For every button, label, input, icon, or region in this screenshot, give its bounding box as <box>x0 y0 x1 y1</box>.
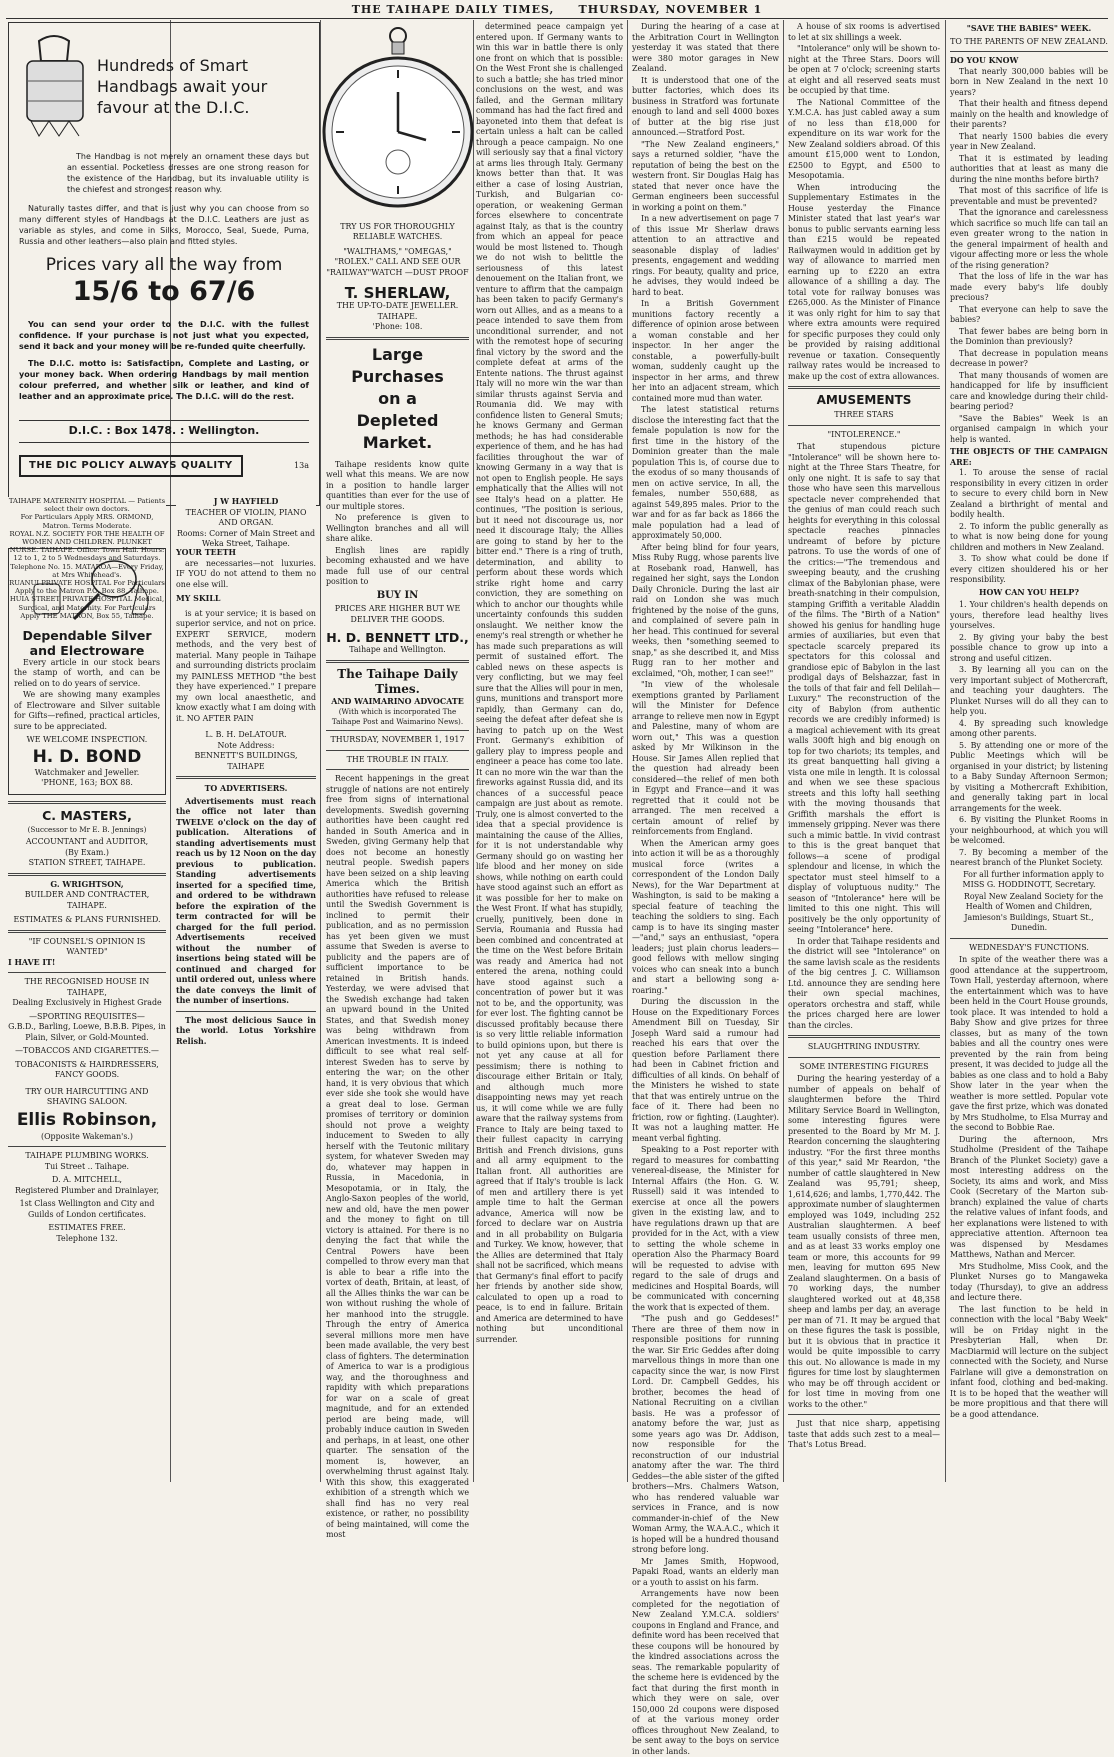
dic-address: D.I.C. : Box 1478. : Wellington. <box>19 420 309 443</box>
dentist-note: Note Address: <box>217 740 275 750</box>
ruanui-2: For Particulars Apply to the Matron P.O. Box 88, Taihape. <box>15 579 165 596</box>
top-rule <box>6 18 1108 19</box>
large-purchases-3: Depleted Market. <box>356 410 439 452</box>
object-1: 1. To arouse the sense of racial responsibility in every citizen in order to secure to every child born in New Zealand a birthright of mental and bodily health. <box>950 468 1108 519</box>
to-advertisers: TO ADVERTISERS. <box>204 784 288 793</box>
counsel-line-2: I HAVE IT! <box>8 957 56 967</box>
society-line: Royal New Zealand Society for the Health of Women and Children, Jamieson's Buildings, Stuart St., Dunedin. <box>963 891 1104 932</box>
skill-body: is at your service; it is based on superior service, and not on price. EXPERT SERVICE, modern methods, and the very best of material. Many people in Taihape and surrounding districts proclaim my PAINLESS METHOD "the best they have experienced." I prepare my own local anaesthetic, and know exactly what I am doing with it. NO AFTER PAIN <box>176 608 316 723</box>
society-6: MATAROA—Every Friday, at Mrs Whitehead's. <box>52 562 164 579</box>
wrightson-name: G. WRIGHTSON, <box>50 879 124 889</box>
sauce-ad: The most delicious Sauce in the world. Lotus Yorkshire Relish. <box>176 1015 316 1046</box>
bennett-sub: Taihape and Wellington. <box>349 645 446 654</box>
masters-trade: ACCOUNTANT and AUDITOR, <box>25 837 149 846</box>
amusement-body: That stupendous picture "Intolerance" will be shown here to-night at the Three Stars Theatre, for only one night. It is safe to say that those who have seen this marvellous spectacle never comprehended that the genius of man could reach such heights for everything in this colossal spectacle reaches pinnacles undreamt of before by picture patrons. To use the words of one of the critics:—"The tremendous and sweeping beauty, and the crushing climax of the Babylonian phase, were breath-snatching in their compulsion, stamping Griffith a veritable Aladdin of the films. The "Birth of a Nation" showed his genius for handling huge armies of auxiliaries, but even that spectacle scarcely prepared its spectators for this colossal and grandiose epic of Babylon in the last prodigal days of Belshazzar, fast in the toils of that fair and fell Delilah—Luxury." The reconstruction of the city of Babylon (from authentic records we are credibly informed) is a magical achievement with its great walls 300ft high and big enough on top for two chariots; its temples, and its great banquetting hall giving a vista one mile in length. It is colossal and when we see these spacious streets and this lofty hall seething with the moving thousands that Griffith marshals the effort is immensely gripping. Never was there such a mimic battle. In vivid contrast to this is the great banquet that follows—a scene of prodigal splendour and license, in which the spectator must steel himself to a display of voluptuous nudity." The season of "Intolerance" here will be limited to this one night. This will positively be the only opportunity of seeing "Intolerance" here. <box>788 442 940 934</box>
hayfield-sub: TEACHER OF VIOLIN, PIANO AND ORGAN. <box>185 507 307 527</box>
col6-brief-4: When introducing the Supplementary Estimates in the House yesterday the Finance Minister stated that last year's war bonus to public servants earning less than £215 would be repeated Railwaymen would in addition get by way of allowance to married men earning up to £220 an extra allowance of a shilling a day. The total vote for railway bonuses was £265,000. As the Minister of Finance it was only right for him to say that where extra amounts were required for specific purposes they could only be provided by raising additional revenue or taxation. Consequently railway rates would be increased to make up the cost of extra allowances. <box>788 182 940 381</box>
dic-para-3: You can send your order to the D.I.C. with the fullest confidence. If your purchase is not just what you expected, send it back and your money will be re-funded quite cheerfully. <box>19 320 309 351</box>
brief-9: When the American army goes into action it will be as a thoroughly musical force (writes a correspondent of the London Daily News), for the War Department at Washington, is said to be making a special feature of teaching the teaching the soldiers to sing. Each camp is to have its singing master—"and," says an enthusiast, "opera leaders; just plain chorus leaders—good fellows with mellow singing voices who can sneak into a bunch and start a bellowing song a-roaring." <box>632 838 779 995</box>
know-9: That fewer babes are being born in the Dominion than previously? <box>950 326 1108 346</box>
sporting-requisites: —SPORTING REQUISITES— <box>29 1011 145 1021</box>
help-1: 1. Your children's health depends on yours, therefore lead healthy lives yourselves. <box>950 600 1108 630</box>
three-stars: THREE STARS <box>834 410 894 419</box>
dentist-address: BENNETT'S BUILDINGS, TAIHAPE <box>194 751 298 771</box>
bennett-para-3: English lines are rapidly becoming exhausted and we have made full use of our central position to <box>326 545 469 586</box>
help-7: 7. By becoming a member of the nearest branch of the Plunket Society. <box>950 847 1108 867</box>
dic-headline: Hundreds of Smart Handbags await your favour at the D.I.C. <box>97 55 268 117</box>
my-skill: MY SKILL <box>176 594 221 603</box>
times-sub-2: (With which is incorporated The Taihape Post and Waimarino News). <box>331 707 464 726</box>
trouble-body: Recent happenings in the great struggle of nations are not entirely free from signs of international developments. Swedish governing authorities have been caught red handed in South America and in Sweden, giving Germany help that does not become an honestly neutral people. Swedish papers have been seized on a ship leaving America which the British authorities have refused to release until the Swedish Government is inclined to permit their publication, and as no permission has yet been given we must assume that Sweden is averse to publicity and the papers are of sufficient importance to be retained in British hands. Yesterday, we were advised that the Swedish exchange had taken an upward bound in the United States, and that Swedish money was being withdrawn from American investments. It is indeed difficult to see what real self-interest Sweden has to serve by entering the war; on the other hand, it is very obvious that which ever side she took she would have a great deal to lose. German promises of territory or dominion should not prove a weighty inducement to Sweden to ally herself with the Teutonic military system, for whatever Sweden may do, whatever may happen in Russia, in Macedonia, in Mesopotamia, or in Italy, the Anglo-Saxon peoples of the world, new and old, have the men power and the money to fight on till victory is attained. For there is no denying the fact that while the Central Powers have been compelled to throw every man that is able to bear a rifle into the vortex of death, Britain, at least, of all the Allies thinks the war can be won without rushing the whole of her manhood into the struggle. Through the entry of America several millions more men have been made available, the very best class of fighters. The determination of America to war is a prodigious way, and the thoroughness and rapidity with which preparations for war on a scale of great magnitude, and for an extended period are being made, will probably induce caution in Sweden and perhaps, in at least, one other quarter. The sensation of the moment is, however, an overwhelming thrust against Italy. With this show, this exaggerated exhibition of a strength which we shall find has no very real existence, or rather, no possibility of being maintained, will come the most <box>326 774 469 1539</box>
plumbing-2: Tui Street .. Taihape. <box>44 1161 130 1171</box>
bond-trade: Watchmaker and Jeweller. <box>34 767 140 777</box>
wednesday-heading: WEDNESDAY'S FUNCTIONS. <box>969 942 1089 952</box>
trouble-headline: THE TROUBLE IN ITALY. <box>346 754 449 764</box>
handbag-icon <box>19 31 89 141</box>
column-rule <box>627 20 628 1482</box>
wednesday-body: In spite of the weather there was a good attendance at the suppertroom, Town Hall, yesterday afternoon, where the entertainment which was to have been held in the Court House grounds, took place. It was intended to hold a Baby Show and give prizes for three classes, but as many of the town babies and all the country ones were prevented by the rain from being present, it was decided to judge all the babies as one class and to hold a Baby Show later in the year when the weather is more settled. Popular vote gave the first prize, which was donated by Mrs Studholme, to Elsa Murray and the second to Bobbie Rae. <box>950 955 1108 1132</box>
column-4 <box>476 22 623 1482</box>
help-5: 5. By attending one or more of the Public Meetings which will be organised in your district; by listening to a Baby Sunday Afternoon Sermon; by visiting a Mothercraft Exhibition, and generally taking part in local arrangements for the week. <box>950 740 1108 813</box>
society-5: Hours: 12 to 1, 2 to 5 Wednesdays and Saturdays. Telephone No. 15. <box>10 546 165 571</box>
times-sub-1: AND WAIMARINO ADVOCATE <box>331 696 464 706</box>
save-babies-sub: TO THE PARENTS OF NEW ZEALAND. <box>950 36 1108 46</box>
bond-headline-2: and Electroware <box>29 642 145 658</box>
times-title: The Taihape Daily Times. <box>337 666 458 696</box>
wednesday-body-3: Mrs Studholme, Miss Cook, and the Plunket Nurses go to Mangaweka today (Thursday), to give an address and lecture there. <box>950 1261 1108 1302</box>
column-rule <box>320 20 321 1482</box>
column-2 <box>176 548 316 1482</box>
huia-3: For Particulars Apply <box>20 603 156 620</box>
slaughtering-heading: SLAUGHTRING INDUSTRY. <box>807 1042 921 1051</box>
masthead-title: THE TAIHAPE DAILY TIMES, <box>351 3 555 16</box>
brief-13: Mr James Smith, Hopwood, Papaki Road, wants an elderly man or a youth to assist on his farm. <box>632 1556 779 1587</box>
saloon-line: TRY OUR HAIRCUTTING AND SHAVING SALOON. <box>25 1086 149 1106</box>
brief-1: During the hearing of a case at the Arbitration Court in Wellington yesterday it was stated that there were 380 motor garages in New Zealand. <box>632 22 779 73</box>
hayfield-rooms: Rooms: Corner of Main Street and Weka Street, Taihape. <box>176 528 315 548</box>
object-3: 3. To show what could be done if every citizen shouldered his or her responsibility. <box>950 554 1108 584</box>
dateline: THURSDAY, NOVEMBER 1, 1917 <box>330 735 465 744</box>
dic-code: 13a <box>294 460 309 470</box>
sherlaw-phone: 'Phone: 108. <box>372 322 423 331</box>
plumbing-1: TAIHAPE PLUMBING WORKS. <box>25 1151 149 1160</box>
ruanui-1: RUANUI PRIVATE HOSPITAL <box>9 579 112 588</box>
ellis-robinson: Ellis Robinson, <box>16 1109 158 1130</box>
advertisers-body: Advertisements must reach the office not later than TWELVE o'clock on the day of publication. Alterations of standing advertisements must reach us by 12 Noon on the day previous to publication. Standing advertisements inserted for a specified time, and ordered to be withdrawn before the expiration of the term contracted for will be charged for the full period. Advertisements received without the number of insertions being stated will be continued and charged for until ordered out, unless where the date conveys the limit of the number of insertions. <box>176 796 316 1005</box>
ellis-sub: (Opposite Wakeman's.) <box>41 1131 133 1141</box>
maternity-5: Matron. <box>42 521 71 530</box>
bond-welcome: WE WELCOME INSPECTION. <box>26 735 148 744</box>
column-rule <box>473 20 474 1482</box>
brief-10: During the discussion in the House on the Expeditionary Forces Amendment Bill on Tuesday, Sir Joseph Ward said a rumour had reached his ears that over the question before Parliament there had been in Cabinet friction and difficulties of all kinds. On behalf of the Ministers he wished to state that that was entirely untrue on the face of it. There had been no friction, row or fighting. (Laughter). It was not a laughing matter. He meant verbal fighting. <box>632 997 779 1143</box>
column-rule <box>945 20 946 1482</box>
dic-advert <box>8 22 320 514</box>
bond-para-2: We are showing many examples of Electroware and Silver suitable for Gifts—refined, practical articles, sure to be appreciated. <box>14 690 160 731</box>
know-6: That the ignorance and carelessness which sacrifice so much life can tail an even greater wrong to the nation in the general impairment of health and vigour affecting more or less the whole of the rising generation? <box>950 208 1108 270</box>
slaughtering-sub: SOME INTERESTING FIGURES <box>799 1061 929 1071</box>
masters-name: C. MASTERS, <box>42 807 132 823</box>
dentist-name: L. B. H. DeLATOUR. <box>205 730 287 739</box>
save-babies-heading: "SAVE THE BABIES" WEEK. <box>966 24 1092 33</box>
know-7: That the loss of life in the war has made every baby's life doubly precious? <box>950 272 1108 302</box>
object-2: 2. To inform the public generally as to what is now being done for young children and mothers in New Zealand. <box>950 521 1108 552</box>
help-6: 6. By visiting the Plunket Rooms in your neighbourhood, at which you will be welcomed. <box>950 815 1108 845</box>
bond-para-1: Every article in our stock bears the stamp of worth, and can be relied on to do years of service. <box>14 657 160 688</box>
brief-4: In a new advertisement on page 7 of this issue Mr Sherlaw draws attention to an attractive and seasonable display of ladies' presents, engagement and wedding rings. For beauty, quality and price, he advises, they would indeed be hard to beat. <box>632 214 779 297</box>
wrightson-estimates: ESTIMATES & PLANS FURNISHED. <box>13 915 161 924</box>
bond-headline-1: Dependable Silver <box>22 627 152 643</box>
watches-headline: TRY US FOR THOROUGHLY RELIABLE WATCHES. <box>340 221 455 241</box>
counsel-line-1: "IF COUNSEL'S OPINION IS WANTED" <box>28 936 146 956</box>
bennett-para-1: Taihape residents know quite well what this means. We are now in a position to handle larger quantities than ever for the use of our multiple stores. <box>326 459 469 511</box>
help-3: 3. By learning all you can on the very important subject of Mothercraft, and teaching your daughters. The Plunket Nurses will do all they can to help you. <box>950 665 1108 716</box>
help-2: 2. By giving your baby the best possible chance to grow up into a strong and useful citizen. <box>950 632 1108 663</box>
col6-brief-1: A house of six rooms is advertised to let at six shillings a week. <box>788 22 940 42</box>
hayfield-box <box>176 497 316 548</box>
know-2: That their health and fitness depend mainly on the health and knowledge of their parents? <box>950 99 1108 129</box>
column-5 <box>632 22 779 1756</box>
society-2: PLUNKET NURSE. <box>9 538 152 555</box>
masters-exam: (By Exam.) <box>65 847 109 857</box>
lotus-bread: Just that nice sharp, appetising taste that adds such zest to a meal—That's Lotus Bread. <box>788 1419 940 1449</box>
bennett-prices: PRICES ARE HIGHER BUT WE DELIVER THE GOODS. <box>334 604 461 624</box>
sherlaw-town: TAIHAPE. <box>377 311 418 321</box>
column-3 <box>326 22 469 1539</box>
plumbing-4: Registered Plumber and Drainlayer, <box>15 1185 159 1195</box>
house-line-2: Dealing Exclusively in Highest Grade <box>12 998 162 1007</box>
know-1: That nearly 300,000 babies will be born in New Zealand in the next 10 years? <box>950 66 1108 97</box>
maternity-3: For Particulars Apply <box>20 513 94 522</box>
brief-2: It is understood that one of the butter factories, which does its business in Stratford was fortunate enough to land and sell 4000 boxes of butter at the big rise just announced.—Stratford Post. <box>632 75 779 137</box>
large-purchases-2: on a <box>378 388 417 408</box>
pipes-line: G.B.D., Barling, Loewe, B.B.B. Pipes, in Plain, Silver, or Gold-Mounted. <box>8 1022 166 1042</box>
sherlaw-name: T. SHERLAW, <box>344 284 451 302</box>
plumbing-6: ESTIMATES FREE. <box>48 1223 126 1232</box>
know-11: That many thousands of women are handicapped for life by insufficient care and knowledge during their child-bearing period? <box>950 370 1108 411</box>
hospitals-box: TAIHAPE MATERNITY HOSPITAL — Patients select their own doctors. For Particulars Apply MRS. ORMOND, Matron. Terms Moderate. ROYAL N.Z. SOCIETY FOR THE HEALTH OF WOMEN AND CHILDREN. PLUNKET NURSE. TAIHAPE. Office: Town Hall. Hours: 12 to 1, 2 to 5 Wednesdays and Saturdays. Telephone No. 15. MATAROA—Every Friday, at Mrs Whitehead's. RUANUI PRIVATE HOSPITAL For Particulars Apply to the Matron P.O. Box 88, Taihape. HUIA STREET PRIVATE HOSPITAL Medical, Surgical, and Maternity. For Particulars Apply THE MATRON, Box 55, Taihape. <box>8 497 166 620</box>
col6-brief-2: "Intolerance" only will be shown to-night at the Three Stars. Doors will be open at 7 o'clock; screening starts at eight and all reserved seats must be occupied by that time. <box>788 44 940 95</box>
intolerance-title: "INTOLERENCE." <box>827 429 901 439</box>
maternity-6: Terms Moderate. <box>72 521 132 530</box>
brief-7: After being blind for four years, Miss Ruby Rugg, whose parents live at Rosebank road, Hanwell, has regained her sight, says the London Daily Chronicle. During the last air raid on London she was much frightened by the noise of the guns, and complained of severe pain in her head. This continued for several weeks, then "something seemed to snap," as she described it, and Miss Rugg ran to her mother and exclaimed, "Oh, mother, I can see!" <box>632 542 779 678</box>
amusement-body-2: In order that Taihape residents and the district will see "Intolerance" on the same lavish scale as the residents of the big centres J. C. Williamson Ltd. announce they are sending here their own special machines, operators orchestra and staff, while the prices charged here are lower than the circles. <box>788 936 940 1030</box>
large-purchases-1: Large Purchases <box>351 344 444 386</box>
buy-in: BUY IN <box>376 589 419 601</box>
dic-para-1: The Handbag is not merely an ornament these days but an essential. Pocketless dresses are one strong reason for the existence of the Handbag, but its invaluable utility is the chiefest and strongest reason why. <box>67 152 309 194</box>
do-you-know: DO YOU KNOW <box>950 56 1019 65</box>
sherlaw-sub: THE UP-TO-DATE JEWELLER. <box>336 301 459 310</box>
know-8: That everyone can help to save the babies? <box>950 304 1108 324</box>
huia-2: Medical, Surgical, and Maternity. <box>18 595 165 612</box>
brief-8: "In view of the wholesale exemptions granted by Parliament will the Minister for Defence arrange to relieve men now in Egypt and Palestine, many of whom are worn out," This was a question asked by Mr Wilkinson in the House. Sir James Allen replied that the question had already been considered—the relief of men both in Egypt and France—and it was regretted that it could not be arranged. The men received a certain amount of relief by reinforcements from England. <box>632 680 779 836</box>
bennett-para-2: No preference is given to Wellington branches and all will share alike. <box>326 513 469 543</box>
maternity-2: Patients select their own doctors. <box>44 497 166 514</box>
brief-12: "The push and go Geddeses!" There are three of them now in responsible positions for running the war. Sir Eric Geddes after doing marvellous things in more than one capacity since the war, is now First Lord. Dr. Campbell Geddes, his brother, becomes the head of National Recruiting on a civilian basis. He was a professor of anatomy before the war, just as some years ago was Dr. Addison, now responsible for the reconstruction of our industrial anatomy after the war. The third Geddes—the able sister of the gifted brothers—Mrs. Chalmers Watson, who has rendered valuable war services in France, and is now commander-in-chief of the New Woman Army, the W.A.A.C., which it is hoped will be a hundred thousand strong before long. <box>632 1314 779 1554</box>
dic-para-2: Naturally tastes differ, and that is just why you can choose from so many different styles of Handbags at the D.I.C. Leathers are just as variable as styles, and come in Silks, Morocco, Seal, Suede, Puma, Russia and other leathers—also plain and fitted styles. <box>19 204 309 246</box>
huia-4: THE MATRON, <box>42 611 95 620</box>
know-10: That decrease in population means decrease in power? <box>950 348 1108 368</box>
col6-brief-3: The National Committee of the Y.M.C.A. has just cabled away a sum of no less than £18,000 for expenditure on its war work for the New Zealand soldiers abroad. Of this amount £15,000 went to London, £2500 to Egypt, and £500 to Mesopotamia. <box>788 97 940 180</box>
wrightson-town: TAIHAPE. <box>67 900 107 910</box>
amusements-heading: AMUSEMENTS <box>816 393 912 407</box>
column-rule <box>783 20 784 1482</box>
plumbing-7: Telephone 132. <box>56 1233 118 1243</box>
help-4: 4. By spreading such knowledge among other parents. <box>950 718 1108 738</box>
dic-policy-banner: THE DIC POLICY ALWAYS QUALITY <box>19 455 243 478</box>
wednesday-body-4: The last function to be held in connection with the local "Baby Week" will be on Friday night in the Presbyterian Hall, when Dr. MacDiarmid will lecture on the subject connected with the Society, and Nurse Fairlane will give a demonstration on infant food, clothing and bed-making. It is to be hoped that the weather will be more propitious and that there will be a good attendance. <box>950 1304 1108 1419</box>
society-3: TAIHAPE. <box>40 546 75 555</box>
huia-5: Box 55, Taihape. <box>96 611 154 620</box>
column-1 <box>8 548 166 1482</box>
tobacconists-line: TOBACONISTS & HAIRDRESSERS, FANCY GOODS. <box>15 1059 159 1079</box>
bond-phone: 'PHONE, 163; BOX 88. <box>41 778 133 787</box>
masthead <box>0 3 1114 16</box>
brief-6: The latest statistical returns disclose the interesting fact that the female population is now for the first time in the history of the Dominion greater than the male population This is, of course due to the exodus of so many thousands of men on active service, In all, the females, number 550,688, as against 549,895 males. Prior to the war and for as far back as 1866 the male population had a lead of approximately 50,000. <box>632 405 779 540</box>
plumbing-5: 1st Class Wellington and City and Guilds of London certificates. <box>19 1199 155 1219</box>
know-12: "Save the Babies" Week is an organised campaign in which your help is wanted. <box>950 413 1108 444</box>
bennett-name: H. D. BENNETT LTD., <box>326 630 469 645</box>
brief-3: "The New Zealand engineers," says a returned soldier, "have the reputation of being the best on the western front. Sir Douglas Haig has stated that never once have the German engineers been successful in working a point on them." <box>632 139 779 212</box>
know-5: That most of this sacrifice of life is preventable and must be prevented? <box>950 186 1108 206</box>
info-line: For all further information apply to MISS G. HODDINOTT, Secretary. <box>962 869 1104 889</box>
dic-prices: Prices vary all the way from <box>45 255 283 275</box>
column-7 <box>950 22 1108 1482</box>
huia-1: HUIA STREET PRIVATE HOSPITAL <box>9 595 133 604</box>
hayfield-name: J W HAYFIELD <box>213 497 279 506</box>
maternity-4: MRS. ORMOND, <box>96 513 154 522</box>
masters-address: STATION STREET, TAIHAPE. <box>28 858 146 867</box>
house-line-1: THE RECOGNISED HOUSE IN TAIHAPE, <box>24 977 150 997</box>
editorial-continued: determined peace campaign yet entered upon. If Germany wants to win this war in battle there is only one front on which that is possible: On the West Front she is challenged to such a battle; she has tried minor conclusions on the west, and was failed, and the German military command has had the fact fired and bayoneted into them that defeat is certain unless a halt can be called through a peace campaign. No one will seriously say that a final victory at arms lies through Italy. Germany knows better than that. It was either a case of losing Austrian, Turkish, and Bulgarian co-operation, or weakening German forces elsewhere to concentrate against Italy, as that is the country from which an appeal for peace would be most listened to. Though we do not wish to belittle the seriousness of this latest denouement on the Italian front, we venture to affirm that the campaign has been taken to pacify Germany's worn out Allies, and as a means to a peace intended to save them from unconditional surrender, and not with the remotest hope of securing final victory by the sword and the complete defeat at arms of the Entente nations. The thrust against Italy will no more win the war than similar thrusts against Servia and Roumania did. We may with confidence listen to General Smuts; he knows Germany and German methods; he has had considerable experience of them, and he has had facilities throughout the war of knowing Germany in a way that is not open to English people. He says emphatically that the Allies will not see Italy's head on a platter. He continues, "The position is serious, but it need not discourage us, nor need it discourage Italy; the Allies are going to stand by her to the bitter end." There is a ring of truth, determination, and ability to perform about these words which strike right home and carry conviction, they are something on which to anchor our thoughts while uncertainty confounds this sudden onslaught. We neither know the enemy's real strength or whether he has made such preparations as will permit of sustained effort. The cabled news on these aspects is very conflicting, but we may feel sure that the Allies will pour in men, guns, munitions and transport more rapidly, than Germany can do, seeing the defeat after defeat she is having to patch up on the West Front. Germany's exhibition of gallery play to impress people and engineer a peace has come too late. It can no more win the war than the fireworks against Russia did, and its chances of a successful peace campaign are just about as remote. Truly, one is almost converted to the idea that a special providence is maintaining the cause of the Allies, for it is not understandable why Germany should go on wasting her life blood and her money on side shows, while nothing on earth could have stood against such an effort as it was possible for her to make on the West Front. If what has stupidly, cruelly, punitively, been done in Servia, Roumania and Russia had been combined and concentrated at the time on the West before Britain was ready and America had not entered the arena, nothing could have stood against such a concentration of power but it was not to be, and the opportunity, was for ever lost. The fighting cannot be discussed profitably because there is so very little reliable information to build opinions upon, but there is not yet any cause at all for pessimism; there is nothing to discourage either Britain or Italy, and although much more disappointing news may yet reach us, it will come while we are fully aware that the railway systems from France to Italy are being taxed to their fullest capacity in carrying British and French divisions, guns and all army equipment to the Italian front. All authorities are agreed that if Italy's trouble is lack of men and artillery there is yet ample time to halt the German advance, America will now be forced to declare war on Austria and in all probability on Bulgaria and Turkey. We know, however, that the Allies are determined that Italy shall not be sacrificed, which means that Germany's final effort to pacify her friends by another side show, calculated to open up a road to peace, is to end in failure. Britain and America are determined to have nothing but unconditional surrender. <box>476 22 623 1344</box>
objects-heading: THE OBJECTS OF THE CAMPAIGN ARE: <box>950 447 1108 467</box>
teeth-body: are necessaries—not luxuries. IF YOU do not attend to them no one else will. <box>176 558 316 589</box>
wrightson-trade: BUILDER AND CONTRACTER, <box>24 890 150 899</box>
pocket-watch-icon <box>326 22 469 212</box>
know-3: That nearly 1500 babies die every year in New Zealand. <box>950 131 1108 151</box>
tobacco-line: —TOBACCOS AND CIGARETTES.— <box>15 1046 159 1055</box>
plumbing-3: D. A. MITCHELL, <box>52 1175 122 1184</box>
know-4: That it is estimated by leading authorities that at least as many die during the nine months before birth? <box>950 153 1108 184</box>
dic-para-4: The D.I.C. motto is: Satisfaction, Complete and Lasting, or your money back. When ordering Handbags by mail mention colour preferred, and whether silk or leather, and kind of leather and an approximate price. The D.I.C. will do the rest. <box>19 359 309 401</box>
masters-sub: (Successor to Mr E. B. Jennings) <box>27 824 147 834</box>
brief-5: In a British Government munitions factory recently a difference of opinion arose between a woman constable and her inspector. In her anger the constable, a powerfully-built woman, suddenly caught up the inspector in her arms, and threw her into an adjacent stream, which contained more mud than water. <box>632 299 779 403</box>
society-4: Office: Town Hall. <box>76 546 139 555</box>
brief-11: Speaking to a Post reporter with regard to measures for combatting venereal-disease, the Minister for Internal Affairs (the Hon. G. W. Russell) said it was intended to exercise at once all the powers given in the existing law, and to have regulations drawn up that are provided for in the Act, with a view to setting the whole scheme in operation Also the Pharmacy Board will be requested to advise with regard to the sale of drugs and medicines and Hospital Boards, will be communicated with concerning the work that is expected of them. <box>632 1145 779 1312</box>
bond-name: H. D. BOND <box>32 746 142 767</box>
how-can-you-help: HOW CAN YOU HELP? <box>978 587 1079 597</box>
wednesday-body-2: During the afternoon, Mrs Studholme (President of the Taihape Branch of the Plunket Society) gave a most interesting address on the Society, its aims and work, and Miss Cook (Secretary of the Marton sub-branch) explained the value of charts the relative values of infant foods, and her explanations were listened to with appreciative attention. Afternoon tea was dispensed by Mesdames Matthews, Nathan and Mercer. <box>950 1134 1108 1259</box>
maternity-1: TAIHAPE MATERNITY HOSPITAL <box>8 497 127 505</box>
dic-price-range: 15/6 to 67/6 <box>72 276 256 307</box>
watches-brands: "WALTHAMS," "OMEGAS," "ROLEX." CALL AND SEE OUR "RAILWAY"WATCH —DUST PROOF <box>326 246 469 277</box>
brief-14: Arrangements have now been completed for the negotiation of New Zealand Y.M.C.A. soldiers' coupons in England and France, and definite word has been received that these coupons will be honoured by the kindred associations across the seas. The remarkable popularity of the scheme here is evidenced by the fact that during the first month in which they were on sale, over 150,000 2d coupons were disposed of at the various money order offices throughout New Zealand, to be sent away to the boys on service in other lands. <box>632 1589 779 1756</box>
your-teeth: YOUR TEETH <box>176 548 236 557</box>
society-1: ROYAL N.Z. SOCIETY FOR THE HEALTH OF WOMEN AND CHILDREN. <box>9 529 165 547</box>
masthead-date: THURSDAY, NOVEMBER 1 <box>578 3 763 16</box>
column-6 <box>788 22 940 1482</box>
slaughtering-body: During the hearing yesterday of a number of appeals on behalf of slaughtermen before the Third Military Service Board in Wellington, some interesting figures were presented to the Board by Mr M. J. Reardon concerning the slaughtering industry. "For the first three months of this year," said Mr Reardon, "the number of cattle slaughtered in New Zealand was 95,791; sheep, 1,614,626; and lambs, 1,770,442. The approximate number of slaughtermen employed was 1049, including 252 Australian slaughtermen. A beef team usually consists of three men, and as at least 33 works employ one team or more, this accounts for 99 men, leaving for mutton 695 New Zealand slaughtermen. On a basis of 70 working days, the number slaughtered worked out at 48,358 sheep and lambs per day, an average per man of 71. It may be argued that on these figures the task is possible, but it is obvious that in practice it would be quite impossible to carry this out. No allowance is made in my figures for time lost by slaughtermen who may be off through accident or for lost time in moving from one works to the other." <box>788 1074 941 1409</box>
